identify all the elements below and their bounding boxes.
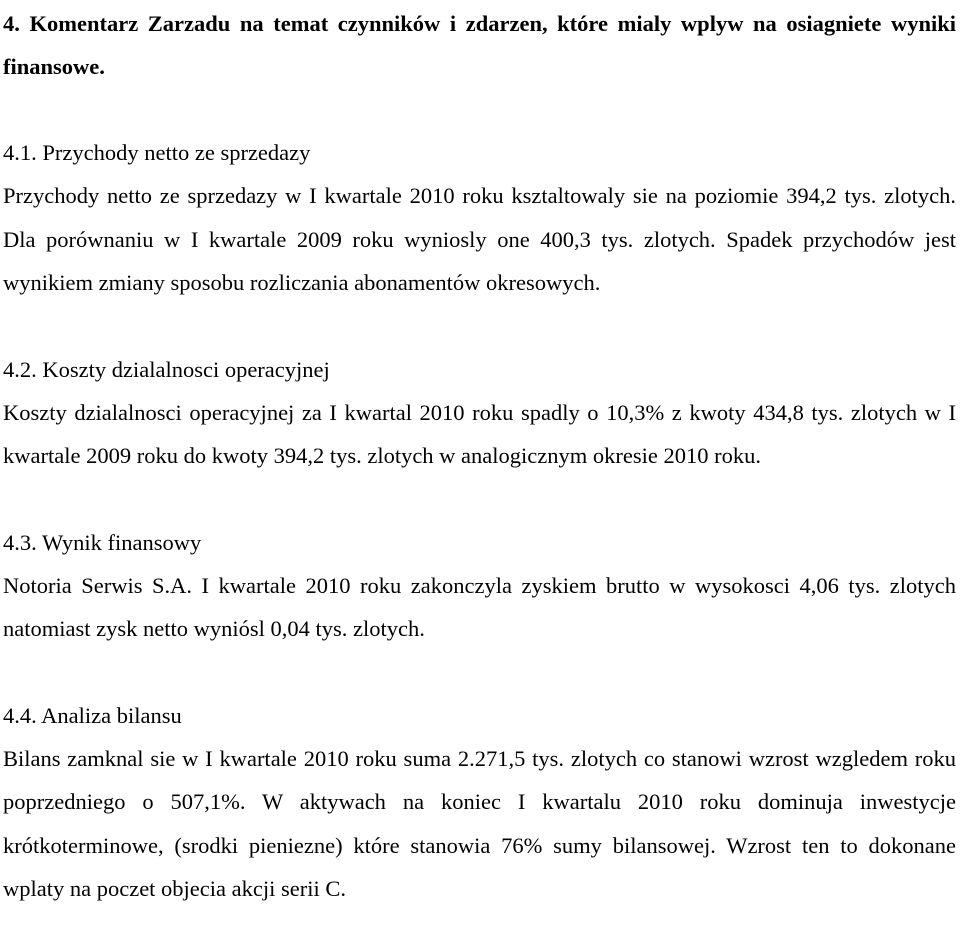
section-4-4-heading: 4.4. Analiza bilansu [3, 702, 182, 728]
spacer [3, 651, 956, 694]
section-4-2-body: Koszty dzialalnosci operacyjnej za I kwartal 2010 roku spadly o 10,3% z kwoty 434,8 tys. zlotych w I kwartale 2009 roku do kwoty 394,2 tys. zlotych w analogicznym okresie 2010 roku. [3, 399, 956, 468]
spacer [3, 305, 956, 348]
spacer [3, 88, 956, 131]
section-4-3-heading: 4.3. Wynik finansowy [3, 529, 202, 555]
section-4-heading: 4. Komentarz Zarzadu na temat czynników i zdarzen, które mialy wplyw na osiagniete wyniki finansowe. [3, 11, 956, 79]
section-4-3-body: Notoria Serwis S.A. I kwartale 2010 roku zakonczyla zyskiem brutto w wysokosci 4,06 tys. zlotych natomiast zysk netto wyniósl 0,04 tys. zlotych. [3, 572, 956, 641]
section-4-2-heading: 4.2. Koszty dzialalnosci operacyjnej [3, 356, 330, 382]
section-4-1-heading: 4.1. Przychody netto ze sprzedazy [3, 140, 311, 165]
section-4-4-body: Bilans zamknal sie w I kwartale 2010 roku suma 2.271,5 tys. zlotych co stanowi wzrost wzgledem roku poprzedniego o 507,1%. W aktywach na koniec I kwartalu 2010 roku dominuja inwestycje krótkoterminowe, (srodki pieniezne) które stanowia 76% sumy bilansowej. Wzrost ten to dokonane wplaty na poczet objecia akcji serii C. [3, 745, 956, 901]
spacer [3, 478, 956, 521]
section-4-1-body: Przychody netto ze sprzedazy w I kwartale 2010 roku ksztaltowaly sie na poziomie 394,2 tys. zlotych. Dla porównaniu w I kwartale 2009 roku wyniosly one 400,3 tys. zlotych. Spadek przychodów jest wynikiem zmiany sposobu rozliczania abonamentów okresowych. [3, 183, 956, 295]
